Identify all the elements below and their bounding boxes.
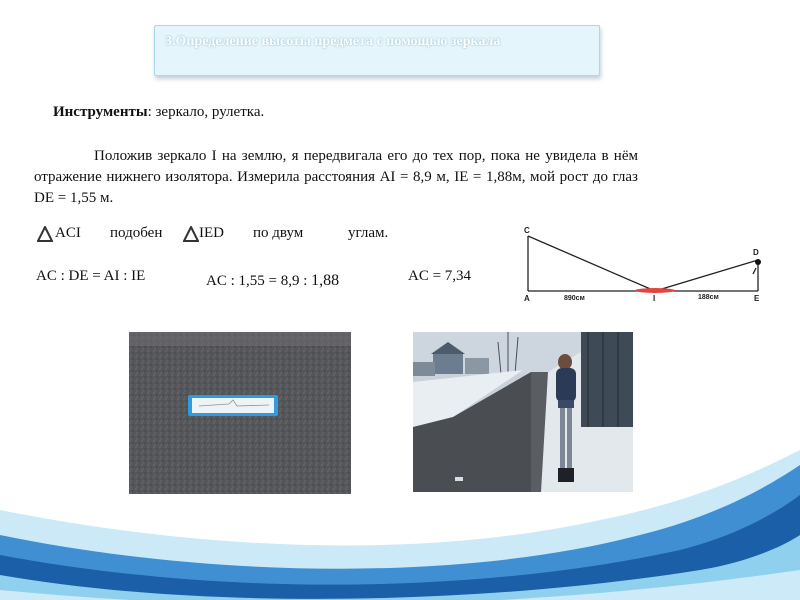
label-d: D [753, 248, 759, 257]
label-a: A [524, 294, 530, 303]
observer-eye-icon [755, 259, 761, 265]
tools-text: : зеркало, рулетка. [147, 104, 265, 120]
method-text: Положив зеркало I на землю, я передвигала его до тех пор, пока не увидела в нём отражение нижнего изолятора. Измерила расстояния AI = 8,9 м, IE = 1,88м, мой рост до глаз DE = 1,55 м. [34, 148, 638, 206]
triangle-icon [37, 226, 53, 242]
proportion-equation: AC : DE = AI : IE [36, 268, 146, 284]
decorative-waves [0, 440, 800, 600]
triangle-icon [183, 226, 199, 242]
substitution-equation [206, 272, 339, 290]
label-e: E [754, 294, 760, 303]
substitution-last: 1,88 [311, 272, 340, 289]
mirror-diagram [518, 222, 770, 306]
substitution-text: AC : 1,55 = 8,9 : [206, 273, 312, 289]
tools-label: Инструменты [53, 104, 148, 120]
answer-equation: AC = 7,34 [408, 268, 472, 284]
label-ie-distance: 188см [698, 294, 719, 301]
ray-ci [528, 236, 655, 291]
triangle-aci-label: ACI [55, 225, 81, 241]
label-ai-distance: 890см [564, 295, 585, 302]
label-c: C [524, 226, 530, 235]
label-i: I [653, 294, 656, 303]
title-box [154, 25, 600, 76]
mirror-mark [635, 288, 675, 293]
triangle-ied-label: IED [199, 225, 224, 241]
similarity-reason: по двум [253, 225, 304, 241]
observer-tick [753, 268, 756, 274]
similarity-reason-angles: углам. [348, 225, 389, 241]
ray-id [655, 260, 758, 291]
slide-title: 3.Определение высоты предмета с помощью зеркала [165, 34, 501, 49]
tools-line [53, 104, 264, 121]
method-paragraph [34, 146, 638, 209]
similar-word: подобен [110, 225, 163, 241]
